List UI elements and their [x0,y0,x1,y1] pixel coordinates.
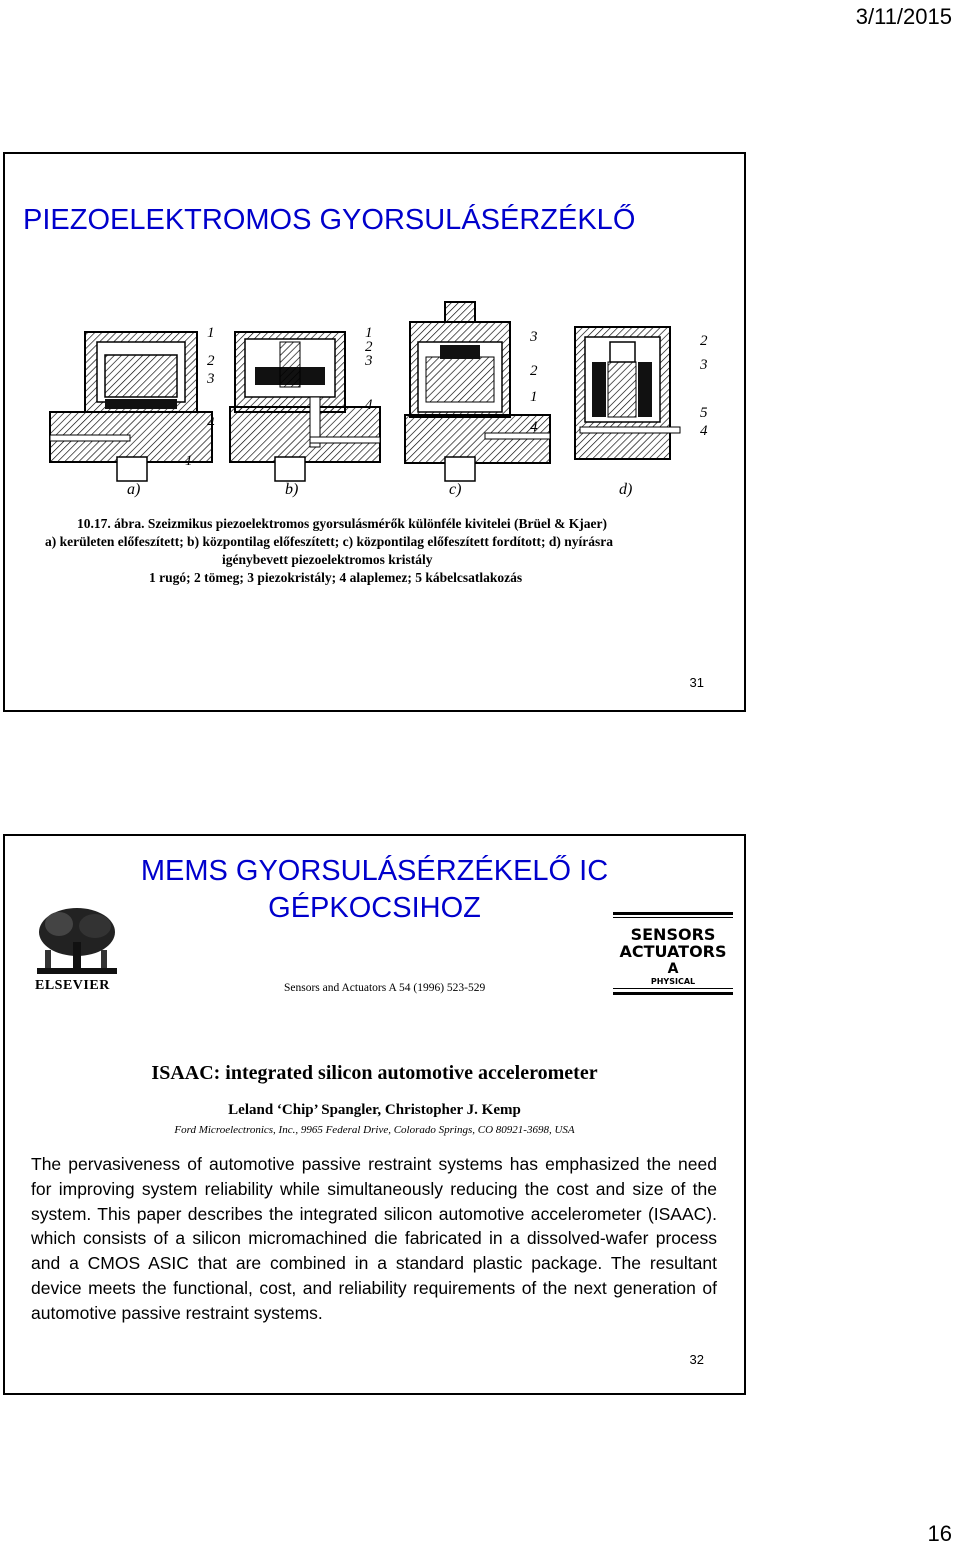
diagram-label-b: b) [285,481,299,498]
diagram-a [50,325,215,481]
elsevier-wordmark: ELSEVIER [35,978,110,993]
slide-32 [3,834,746,1395]
caption-line: igénybevett piezoelektromos kristály [222,552,433,567]
paper-affiliation: Ford Microelectronics, Inc., 9965 Federal Drive, Colorado Springs, CO 80921-3698, USA [174,1124,575,1136]
slide-title-line1: MEMS GYORSULÁSÉRZÉKELŐ IC [140,855,609,887]
paper-title: ISAAC: integrated silicon automotive accelerometer [151,1062,598,1084]
diagram-label-a: a) [127,481,141,498]
accelerometer-figure [45,297,735,647]
journal-logo-text-4: PHYSICAL [650,977,696,986]
diagram-label-d: d) [619,481,633,498]
svg-text:2: 2 [365,339,373,355]
accelerometer-diagrams [45,297,735,487]
svg-text:1: 1 [530,389,538,405]
paper-abstract: The pervasiveness of automotive passive restraint systems has emphasized the need for improving system reliability while simultaneously reducing the cost and size of the system. This paper describes the integrated silicon automotive accelerometer (ISAAC). which consists of a silicon micromachined die fabricated in a dissolved-wafer process and a CMOS ASIC that are combined in a standard plastic package. The resultant device meets the functional, cost, and reliability requirements of the next generation of automotive passive restraint systems. [31,1154,717,1323]
svg-text:4: 4 [700,423,708,439]
journal-reference: Sensors and Actuators A 54 (1996) 523-529 [284,982,486,994]
sensors-actuators-logo [613,910,733,998]
journal-logo-text-1: SENSORS [630,925,716,944]
journal-logo-graphic [613,910,733,998]
elsevier-logo [35,906,119,996]
page-date: 3/11/2015 [855,4,952,29]
svg-text:3: 3 [207,371,215,387]
diagram-label-c: c) [449,481,462,498]
slide-title-line2: GÉPKOCSIHOZ [268,892,481,924]
page-number: 16 [927,1521,952,1546]
svg-text:3: 3 [530,329,538,345]
slide-number: 31 [689,675,704,690]
svg-text:1: 1 [207,325,215,341]
diagram-c [405,302,550,481]
svg-text:1: 1 [185,453,193,469]
diagram-d [575,327,708,459]
svg-text:4: 4 [365,397,373,413]
svg-text:2: 2 [700,333,708,349]
slide-number: 32 [689,1352,704,1367]
diagram-b [230,325,380,481]
figure-caption [45,515,745,587]
journal-logo-text-3: A [667,961,679,977]
caption-line: 1 rugó; 2 tömeg; 3 piezokristály; 4 alaplemez; 5 kábelcsatlakozás [149,570,523,585]
paper-authors: Leland ‘Chip’ Spangler, Christopher J. Kemp [228,1102,521,1118]
svg-text:3: 3 [365,353,373,369]
elsevier-tree-icon [35,906,119,976]
svg-text:4: 4 [530,419,538,435]
svg-text:5: 5 [700,405,708,421]
slide-title: PIEZOELEKTROMOS GYORSULÁSÉRZÉKLŐ [23,204,636,236]
svg-text:4: 4 [207,415,215,431]
svg-text:3: 3 [700,357,708,373]
slide-31 [3,152,746,712]
journal-logo-text-2: ACTUATORS [619,942,727,961]
svg-text:1: 1 [365,325,373,341]
caption-line: a) kerületen előfeszített; b) központilag előfeszített; c) központilag előfeszített fordított; d) nyírásra [45,534,613,549]
svg-text:2: 2 [530,363,538,379]
caption-line: 10.17. ábra. Szeizmikus piezoelektromos gyorsulásmérők különféle kivitelei (Brüel & Kjaer) [77,516,607,531]
svg-text:2: 2 [207,353,215,369]
